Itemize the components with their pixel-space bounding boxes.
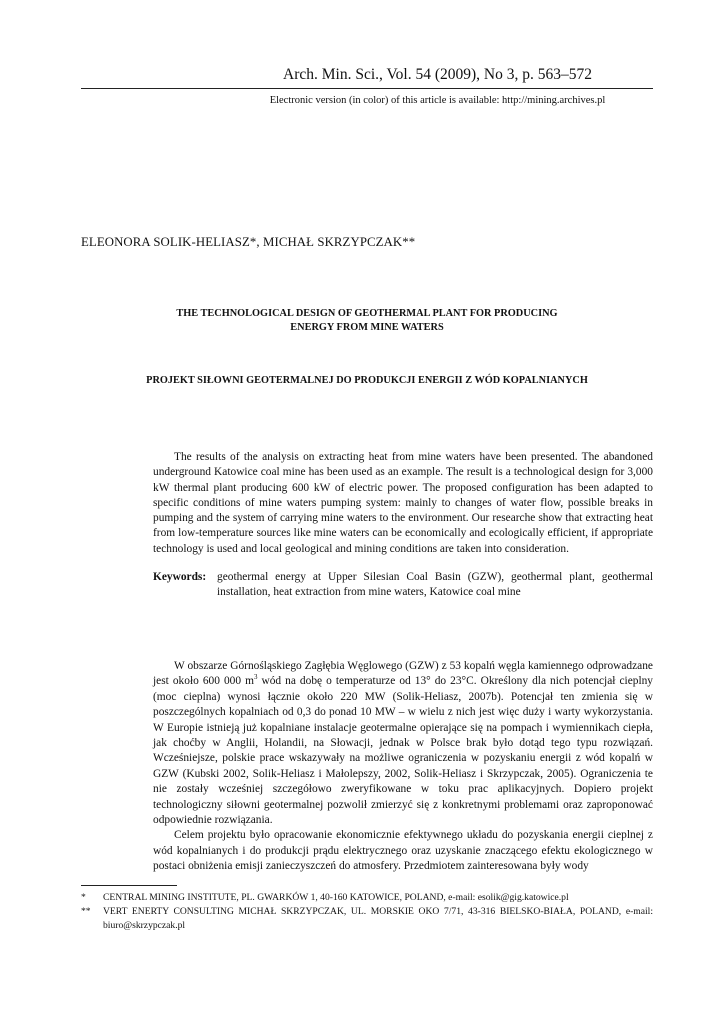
body-text [153,659,653,875]
footnote-1-text: CENTRAL MINING INSTITUTE, PL. GWARKÓW 1, 40-160 KATOWICE, POLAND, e-mail: esolik@gig.katowice.pl [103,892,569,903]
footnote-rule [81,885,177,886]
keywords-text: geothermal energy at Upper Silesian Coal Basin (GZW), geothermal plant, geothermal installation, heat extraction from mine waters, Katowice coal mine [217,571,653,599]
keywords [153,570,653,601]
journal-citation: Arch. Min. Sci., Vol. 54 (2009), No 3, p. 563–572 [283,66,592,83]
body-paragraph-1-part-2: wód na dobę o temperaturze od 13° do 23°C. Określony dla nich potencjał cieplny (moc cieplna) wynosi łącznie około 220 MW (Solik-Heliasz, 2007b). Potencjał ten zmienia się w poszczególnych kopalniach od 0,3 do ponad 10 MW – w wielu z nich jest więc duży i warty wykorzystania. W Europie istnieją już kopalniane instalacje geotermalne opierające się na pompach i wymiennikach ciepła, jak choćby w Anglii, Holandii, na Słowacji, jednak w Polsce brak było dotąd tego typu rozwiązań. Wcześniejsze, polskie prace wskazywały na możliwe ograniczenia w pozyskaniu energii z wód kopalń w GZW (Kubski 2002, Solik-Heliasz i Małolepszy, 2002, Solik-Heliasz i Skrzypczak, 2005). Ograniczenia te nie zostały wcześniej szczegółowo zweryfikowane w toku prac aplikacyjnych. Dopiero projekt technologiczny siłowni geotermalnej pozwolił zmierzyć się z konkretnymi problemami oraz zaproponować odpowiednie rozwiązania. [153,675,654,827]
footnote-2 [81,905,653,933]
body-paragraph-1-part-1: W obszarze Górnośląskiego Zagłębia Węglowego (GZW) z 53 kopalń węgla kamiennego odprowadzane jest około 600 000 m [153,660,653,688]
title-english [81,307,653,335]
header-rule [81,88,653,89]
body-paragraph-1 [153,659,653,828]
footnotes [81,891,653,933]
body-paragraph-2: Celem projektu było opracowanie ekonomicznie efektywnego układu do pozyskania energii cieplnej z wód kopalnianych i do produkcji prądu elektrycznego oraz uzyskanie znaczącego efektu ekologicznego w postaci obniżenia emisji zanieczyszczeń do atmosfery. Przedmiotem zainteresowana były wody [153,829,653,873]
keywords-label: Keywords: [153,571,207,583]
footnote-1-mark: * [81,892,86,903]
footnote-2-mark: ** [81,906,91,917]
abstract: The results of the analysis on extracting heat from mine waters have been presented. The abandoned underground Katowice coal mine has been used as an example. The result is a technological design for 3,000 kW thermal plant producing 600 kW of electric power. The proposed configuration has been adapted to specific conditions of mine waters pumping system: mainly to changes of water flow, possible breaks in pumping and the system of carrying mine waters to the environment. Our researche show that extracting heat from low-temperature sources like mine waters can be economically and ecologically efficient, if appropriate technology is used and local geological and mining conditions are taken into consideration. [153,451,653,555]
electronic-version-note: Electronic version (in color) of this article is available: http://mining.archives.pl [269,95,606,106]
title-english-line-2: ENERGY FROM MINE WATERS [290,322,444,333]
footnote-1 [81,891,653,905]
footnote-2-text: VERT ENERTY CONSULTING MICHAŁ SKRZYPCZAK, UL. MORSKIE OKO 7/71, 43-316 BIELSKO-BIAŁA, POLAND, e-mail: biuro@skrzypczak.pl [103,906,653,931]
title-english-line-1: THE TECHNOLOGICAL DESIGN OF GEOTHERMAL PLANT FOR PRODUCING [176,308,558,319]
authors: ELEONORA SOLIK-HELIASZ*, MICHAŁ SKRZYPCZAK** [81,235,416,249]
superscript-cubed: 3 [253,673,258,682]
title-polish: PROJEKT SIŁOWNI GEOTERMALNEJ DO PRODUKCJI ENERGII Z WÓD KOPALNIANYCH [146,375,588,386]
